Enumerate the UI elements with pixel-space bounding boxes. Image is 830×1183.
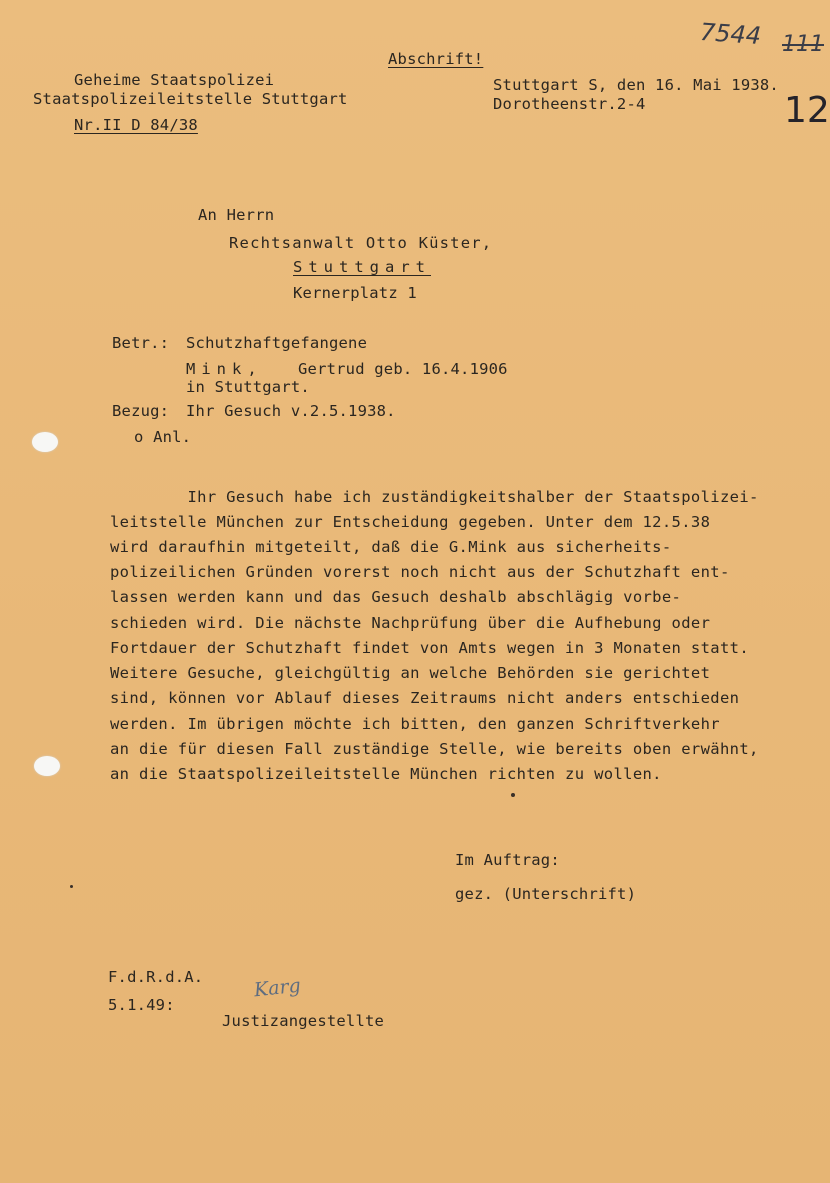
attachments-note: o Anl. [134, 428, 192, 446]
sender-office: Staatspolizeileitstelle Stuttgart [33, 90, 348, 108]
punch-hole-top [32, 432, 58, 452]
stray-dot [511, 793, 515, 797]
sender-name: Geheime Staatspolizei [74, 71, 275, 89]
recipient-street: Kernerplatz 1 [293, 284, 417, 302]
body-line: sind, können vor Ablauf dieses Zeitraums nicht anders entschieden [110, 689, 740, 707]
subject-label: Betr.: [112, 334, 170, 352]
subject-person-name: Mink, [186, 360, 263, 378]
body-line: Fortdauer der Schutzhaft findet von Amts wegen in 3 Monaten statt. [110, 639, 749, 657]
place-date: Stuttgart S, den 16. Mai 1938. [493, 76, 779, 94]
handwritten-archive-number: 7544 [699, 17, 762, 51]
certification-mark: F.d.R.d.A. [108, 968, 204, 986]
recipient-name: Rechtsanwalt Otto Küster, [229, 234, 493, 252]
sender-address: Dorotheenstr.2-4 [493, 95, 646, 113]
handwritten-struck-number: 111 [782, 32, 824, 57]
recipient-salutation: An Herrn [198, 206, 275, 224]
body-line: lassen werden kann und das Gesuch deshalb abschlägig vorbe- [110, 588, 682, 606]
reference-number: Nr.II D 84/38 [74, 116, 198, 134]
reference-text: Ihr Gesuch v.2.5.1938. [186, 402, 396, 420]
stray-dot [70, 885, 73, 888]
closing-on-behalf: Im Auftrag: [455, 851, 560, 869]
body-line: Ihr Gesuch habe ich zuständigkeitshalber der Staatspolizei- [110, 488, 759, 506]
subject-line: Schutzhaftgefangene [186, 334, 368, 352]
body-line: wird daraufhin mitgeteilt, daß die G.Mink aus sicherheits- [110, 538, 672, 556]
closing-signature-note: gez. (Unterschrift) [455, 885, 637, 903]
body-line: leitstelle München zur Entscheidung gegeben. Unter dem 12.5.38 [110, 513, 711, 531]
handwritten-signature: Karg [252, 974, 302, 1002]
body-line: werden. Im übrigen möchte ich bitten, den ganzen Schriftverkehr [110, 715, 720, 733]
body-line: an die für diesen Fall zuständige Stelle, wie bereits oben erwähnt, [110, 740, 759, 758]
body-line: schieden wird. Die nächste Nachprüfung über die Aufhebung oder [110, 614, 711, 632]
subject-person-place: in Stuttgart. [186, 378, 310, 396]
handwritten-page-number: 12 [784, 90, 830, 131]
body-line: polizeilichen Gründen vorerst noch nicht aus der Schutzhaft ent- [110, 563, 730, 581]
body-line: an die Staatspolizeileitstelle München richten zu wollen. [110, 765, 662, 783]
copy-mark: Abschrift! [388, 50, 484, 68]
subject-person-details: Gertrud geb. 16.4.1906 [298, 360, 508, 378]
certification-role: Justizangestellte [222, 1012, 385, 1030]
body-line: Weitere Gesuche, gleichgültig an welche Behörden sie gerichtet [110, 664, 711, 682]
punch-hole-bottom [34, 756, 60, 776]
recipient-city: Stuttgart [293, 258, 431, 276]
certification-date: 5.1.49: [108, 996, 175, 1014]
reference-label: Bezug: [112, 402, 170, 420]
